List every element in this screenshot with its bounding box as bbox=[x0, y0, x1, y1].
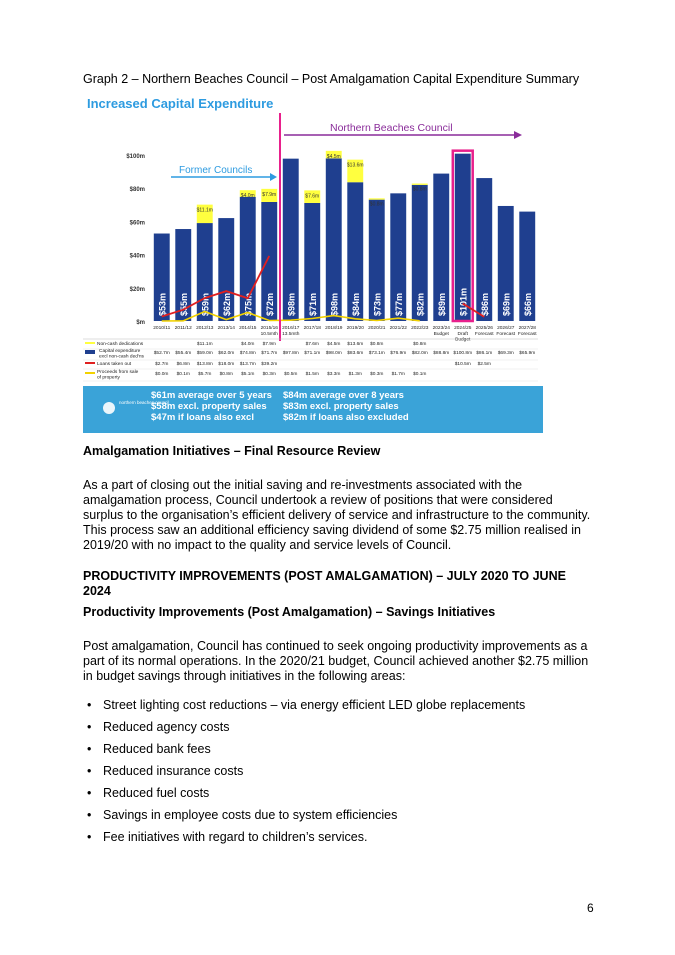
table-cell: $1.5m bbox=[305, 372, 319, 377]
category-label-sub: Forecast bbox=[517, 332, 537, 337]
logo-text: northern beaches council bbox=[119, 400, 170, 405]
bullet-icon: • bbox=[87, 698, 92, 712]
former-councils-label: Former Councils bbox=[179, 165, 253, 176]
bar-value-label: $62m bbox=[221, 292, 232, 316]
list-item: • Fee initiatives with regard to children’s services. bbox=[87, 830, 368, 844]
non-cash-label: $0.8m bbox=[369, 201, 384, 208]
category-label: 2018/19 bbox=[325, 326, 343, 331]
category-label-sub: Draft bbox=[457, 332, 468, 337]
legend-label: Proceeds from sale bbox=[97, 370, 139, 375]
bar-value-label: $82m bbox=[415, 292, 426, 316]
bar-value-label: $71m bbox=[307, 292, 318, 316]
list-item: • Reduced fuel costs bbox=[87, 786, 210, 800]
table-cell: $1.3m bbox=[348, 372, 362, 377]
category-label: 2019/20 bbox=[346, 326, 364, 331]
category-label-sub: 13.5mth bbox=[282, 332, 300, 337]
category-label-sub: Forecast bbox=[496, 332, 516, 337]
table-cell: $74.8m bbox=[239, 351, 256, 356]
table-cell: $18.0m bbox=[218, 362, 235, 367]
figure-caption: Graph 2 – Northern Beaches Council – Post Amalgamation Capital Expenditure Summary bbox=[83, 72, 580, 86]
table-cell: $59.0m bbox=[196, 351, 213, 356]
y-tick-label: $100m bbox=[126, 154, 145, 160]
legend-label: Loans taken out bbox=[97, 362, 132, 367]
category-label: 2026/27 bbox=[497, 326, 515, 331]
page-number: 6 bbox=[587, 901, 594, 915]
council-logo-icon bbox=[103, 402, 115, 414]
non-cash-label: $4.5m bbox=[326, 153, 341, 160]
table-cell: $10.5m bbox=[454, 362, 471, 367]
category-label-sub: Forecast bbox=[474, 332, 494, 337]
table-cell: $0.1m bbox=[176, 372, 190, 377]
y-tick-label: $20m bbox=[129, 286, 145, 293]
category-label: 2027/28 bbox=[518, 326, 536, 331]
table-cell: $0.5m bbox=[284, 372, 298, 377]
list-item: • Reduced insurance costs bbox=[87, 764, 244, 778]
bar-value-label: $55m bbox=[178, 292, 189, 316]
table-cell: $2.5m bbox=[477, 362, 491, 367]
non-cash-label: $11.1m bbox=[196, 207, 213, 214]
table-cell: $0.3m bbox=[370, 372, 384, 377]
table-cell: $0.1m bbox=[413, 372, 427, 377]
table-cell: $83.6m bbox=[347, 351, 364, 356]
table-cell: $86.1m bbox=[476, 351, 493, 356]
table-cell: $55.4m bbox=[175, 351, 192, 356]
category-label: 2015/16 bbox=[260, 326, 278, 331]
table-cell: $0.8m bbox=[413, 342, 427, 347]
arrow-head-icon bbox=[514, 131, 522, 139]
category-label: 2017/18 bbox=[303, 326, 321, 331]
category-label: 2013/14 bbox=[217, 326, 235, 331]
table-cell: $98.0m bbox=[325, 351, 342, 356]
bullet-icon: • bbox=[87, 830, 92, 844]
bullet-icon: • bbox=[87, 786, 92, 800]
bullet-icon: • bbox=[87, 808, 92, 822]
category-label-sub: Budget bbox=[433, 332, 449, 337]
table-cell: $4.0m bbox=[241, 342, 255, 347]
table-cell: $7.9m bbox=[262, 342, 276, 347]
category-label-sub: Budget bbox=[455, 337, 471, 343]
table-cell: $82.0m bbox=[411, 351, 428, 356]
bar-value-label: $98m bbox=[329, 292, 340, 316]
bar-value-label: $75m bbox=[243, 292, 254, 316]
table-cell: $7.6m bbox=[305, 342, 319, 347]
bullet-icon: • bbox=[87, 764, 92, 778]
y-tick-label: $80m bbox=[129, 187, 145, 194]
list-item: • Reduced bank fees bbox=[87, 742, 211, 756]
table-cell: $0.0m bbox=[155, 372, 169, 377]
table-cell: $13.8m bbox=[196, 362, 213, 367]
summary-right-line: $82m if loans also excluded bbox=[283, 412, 409, 423]
table-cell: $39.2m bbox=[261, 362, 278, 367]
table-cell: $1.7m bbox=[391, 372, 405, 377]
non-cash-label: $7.9m bbox=[262, 191, 277, 198]
capex-chart-svg bbox=[83, 93, 543, 433]
bar-value-label: $101m bbox=[458, 287, 469, 316]
legend-label: Non-cash dedications bbox=[97, 342, 144, 347]
table-cell: $4.5m bbox=[327, 342, 341, 347]
paragraph-resource-review: As a part of closing out the initial saving and re-investments associated with the amalgamation process, Council undertook a review of positions that were considered surplus to the organisation’s efficient delivery of service and infrastructure to the community. This process saw an additional efficiency saving dividend of some $2.75 million realised in 2019/20 with no impact to the quality and service levels of Council. bbox=[83, 478, 591, 552]
paragraph-savings: Post amalgamation, Council has continued to seek ongoing productivity improvements as a part of its normal operations. In the 2020/21 budget, Council achieved another $2.75 million in budget savings through initiatives in the following areas: bbox=[83, 639, 589, 683]
table-cell: $52.7m bbox=[153, 351, 170, 356]
summary-right-line: $84m average over 8 years bbox=[283, 390, 404, 401]
category-label: 2010/11 bbox=[153, 326, 171, 331]
legend-label: Capital expenditure bbox=[99, 349, 141, 354]
bar-value-label: $98m bbox=[286, 292, 297, 316]
bar-value-label: $73m bbox=[372, 292, 383, 316]
category-label: 2025/26 bbox=[475, 326, 493, 331]
capex-chart bbox=[83, 93, 543, 433]
bar-value-label: $66m bbox=[522, 292, 533, 316]
list-item: • Savings in employee costs due to system efficiencies bbox=[87, 808, 398, 822]
y-tick-label: $40m bbox=[129, 253, 145, 260]
bar-value-label: $86m bbox=[479, 292, 490, 316]
category-label: 2022/23 bbox=[411, 326, 429, 331]
category-label: 2016/17 bbox=[282, 326, 300, 331]
table-cell: $69.3m bbox=[497, 351, 514, 356]
bar-value-label: $77m bbox=[393, 292, 404, 316]
bar-value-label: $69m bbox=[501, 292, 512, 316]
category-label: 2012/13 bbox=[196, 326, 214, 331]
summary-left-line: $61m average over 5 years bbox=[151, 390, 272, 401]
table-cell: $71.7m bbox=[261, 351, 278, 356]
table-cell: $6.8m bbox=[176, 362, 190, 367]
table-cell: $0.3m bbox=[262, 372, 276, 377]
summary-right-line: $83m excl. property sales bbox=[283, 401, 399, 412]
category-label: 2021/22 bbox=[389, 326, 407, 331]
non-cash-bar bbox=[412, 184, 428, 185]
category-label: 2023/24 bbox=[432, 326, 450, 331]
bar-value-label: $72m bbox=[264, 292, 275, 316]
bullet-icon: • bbox=[87, 742, 92, 756]
category-label: 2014/15 bbox=[239, 326, 257, 331]
non-cash-bar bbox=[369, 198, 385, 199]
non-cash-label: $0.8m bbox=[412, 186, 427, 193]
table-cell: $65.9m bbox=[519, 351, 536, 356]
bar-value-label: $59m bbox=[200, 292, 211, 316]
section-heading-resource-review: Amalgamation Initiatives – Final Resource Review bbox=[83, 444, 381, 458]
legend-label: excl non-cash ded'ns bbox=[99, 354, 144, 360]
non-cash-label: $7.6m bbox=[305, 193, 320, 200]
table-cell: $0.8m bbox=[219, 372, 233, 377]
legend-label: of property bbox=[97, 375, 120, 381]
summary-left-line: $47m if loans also excl bbox=[151, 412, 254, 423]
table-cell: $11.1m bbox=[196, 342, 213, 347]
savings-bullet-list bbox=[83, 698, 603, 852]
list-item: • Reduced agency costs bbox=[87, 720, 230, 734]
table-cell: $13.7m bbox=[239, 362, 256, 367]
table-cell: $2.7m bbox=[155, 362, 169, 367]
category-label: 2011/12 bbox=[174, 326, 192, 331]
y-tick-label: $m bbox=[136, 320, 145, 326]
table-cell: $88.8m bbox=[433, 351, 450, 356]
category-label: 2020/21 bbox=[368, 326, 386, 331]
legend-swatch bbox=[85, 350, 95, 354]
section-heading-productivity: PRODUCTIVITY IMPROVEMENTS (POST AMALGAMATION) – JULY 2020 TO JUNE 2024 bbox=[83, 569, 566, 598]
table-cell: $5.7m bbox=[198, 372, 212, 377]
table-cell: $62.0m bbox=[218, 351, 235, 356]
y-tick-label: $60m bbox=[129, 220, 145, 227]
table-cell: $5.1m bbox=[241, 372, 255, 377]
table-cell: $97.8m bbox=[282, 351, 299, 356]
non-cash-label: $13.6m bbox=[346, 162, 364, 169]
category-label-sub: 10.5mth bbox=[260, 332, 278, 337]
bullet-icon: • bbox=[87, 720, 92, 734]
nbc-label: Northern Beaches Council bbox=[330, 122, 453, 134]
non-cash-label: $4.0m bbox=[240, 193, 255, 200]
table-cell: $13.6m bbox=[347, 342, 364, 347]
table-cell: $0.8m bbox=[370, 342, 384, 347]
sub-heading-savings-initiatives: Productivity Improvements (Post Amalgamation) – Savings Initiatives bbox=[83, 605, 496, 619]
chart-title: Increased Capital Expenditure bbox=[87, 96, 274, 111]
bar-value-label: $84m bbox=[350, 292, 361, 316]
summary-left-line: $58m excl. property sales bbox=[151, 401, 267, 412]
table-cell: $100.8m bbox=[453, 351, 473, 356]
table-cell: $71.1m bbox=[304, 351, 321, 356]
bar-value-label: $53m bbox=[157, 292, 168, 316]
bar-value-label: $89m bbox=[436, 292, 447, 316]
category-label: 2024/25 bbox=[454, 326, 472, 331]
table-cell: $73.1m bbox=[368, 351, 385, 356]
table-cell: $3.3m bbox=[327, 372, 341, 377]
list-item: • Street lighting cost reductions – via energy efficient LED globe replacements bbox=[87, 698, 526, 712]
table-cell: $76.9m bbox=[390, 351, 407, 356]
